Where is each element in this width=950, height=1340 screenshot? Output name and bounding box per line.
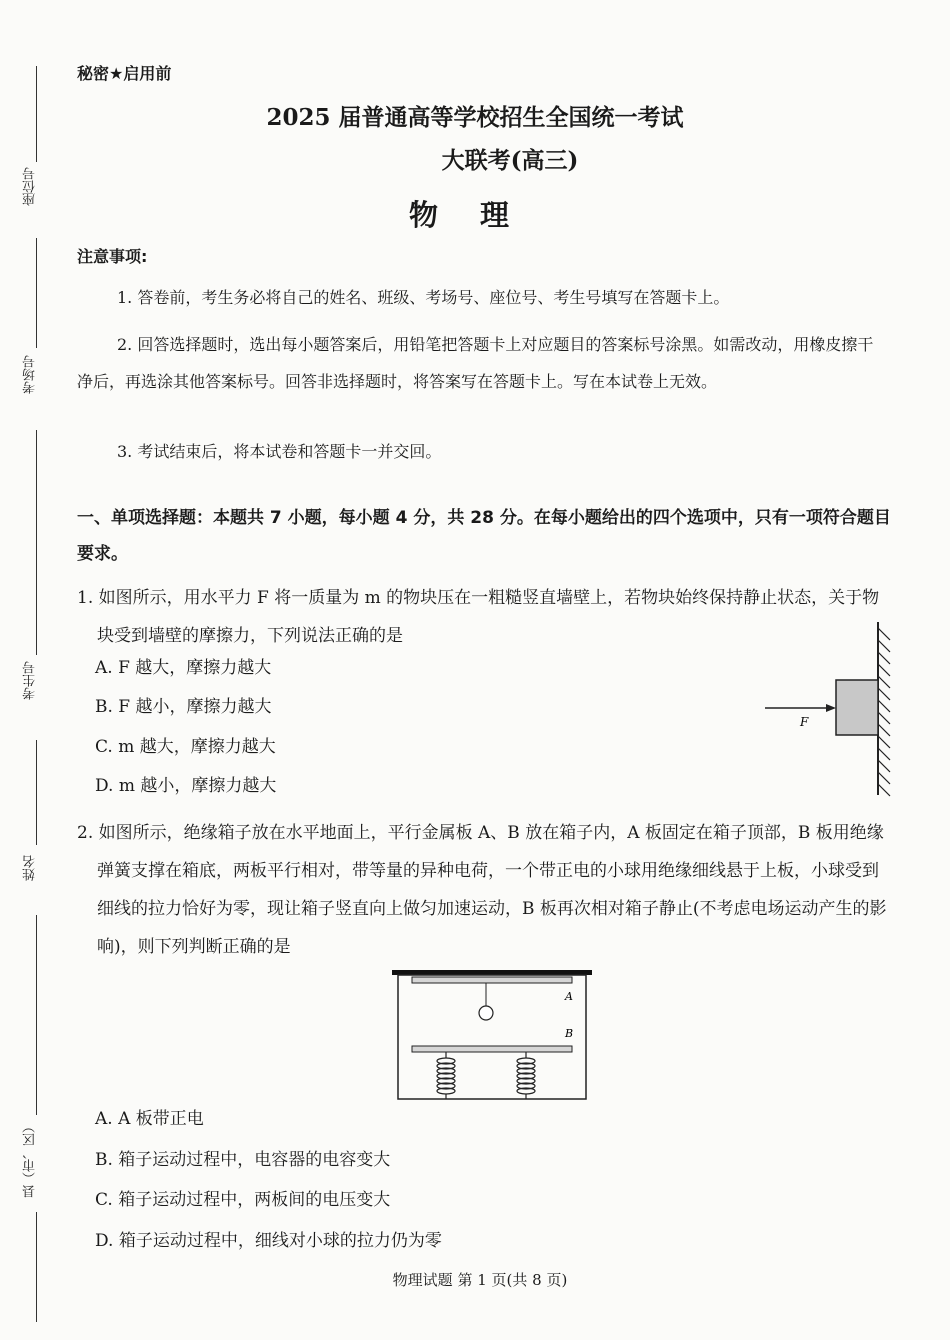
margin-line [36, 238, 37, 348]
page-footer: 物理试题 第 1 页(共 8 页) [392, 1271, 568, 1289]
notice-heading: 注意事项: [77, 247, 148, 266]
notice-item: 1. 答卷前，考生务必将自己的姓名、班级、考场号、座位号、考生号填写在答题卡上。 [117, 288, 730, 307]
margin-line [36, 915, 37, 1115]
section-heading-text: 一、单项选择题：本题共 7 小题，每小题 4 分，共 28 分。在每小题给出的四个选项中，只有一项符合题目要求。 [77, 508, 891, 564]
insulating-box [398, 975, 586, 1099]
question-2-option-a: A. A 板带正电 [95, 1109, 204, 1129]
plate-b-label: B [565, 1027, 574, 1040]
name-label: 姓名 [23, 855, 38, 881]
question-1-option-c: C. m 越大，摩擦力越大 [95, 737, 276, 757]
seat-number-label: 座位号 [23, 167, 38, 206]
student-id-label: 考生号 [23, 661, 38, 700]
spring-right [517, 1052, 535, 1099]
exam-room-label: 考场号 [23, 355, 38, 394]
subject-title: 物理 [408, 198, 551, 232]
force-label: F [800, 715, 809, 729]
question-1-figure [760, 620, 900, 800]
margin-line [36, 740, 37, 845]
question-2-text: 2. 如图所示，绝缘箱子放在水平地面上，平行金属板 A、B 放在箱子内，A 板固定在箱子顶部，B 板用绝缘弹簧支撑在箱底，两板平行相对，带等量的异种电荷，一个带正电的小球用绝缘细线悬于上板，小球受到细线的拉力恰好为零，现让箱子竖直向上做匀加速运动，B 板再次相对箱子静止(不考虑电场运动产生的影响)，则下列判断正确的是 [77, 823, 887, 957]
exam-title: 2025 届普通高等学校招生全国统一考试 [266, 104, 684, 131]
margin-line [36, 430, 37, 655]
confidential-mark: 秘密★启用前 [77, 64, 172, 83]
notice-item-text: 2. 回答选择题时，选出每小题答案后，用铅笔把答题卡上对应题目的答案标号涂黑。如需改动，用橡皮擦干净后，再选涂其他答案标号。回答非选择题时，将答案写在答题卡上。写在本试卷上无效。 [77, 335, 874, 391]
question-1-option-a: A. F 越大，摩擦力越大 [95, 658, 272, 678]
plate-a [412, 977, 572, 983]
question-1-option-d: D. m 越小，摩擦力越大 [95, 776, 277, 796]
question-2-option-d: D. 箱子运动过程中，细线对小球的拉力仍为零 [95, 1231, 442, 1251]
spring-left [437, 1052, 455, 1099]
arrow-head-icon [826, 704, 836, 712]
charged-ball [479, 1006, 493, 1020]
plate-a-label: A [565, 990, 573, 1003]
exam-subtitle: 大联考(高三) [441, 147, 579, 174]
question-2-option-c: C. 箱子运动过程中，两板间的电压变大 [95, 1190, 391, 1210]
question-1-text: 1. 如图所示，用水平力 F 将一质量为 m 的物块压在一粗糙竖直墙壁上，若物块始终保持静止状态，关于物块受到墙壁的摩擦力，下列说法正确的是 [77, 588, 880, 646]
question-2-figure [390, 968, 595, 1103]
section-heading [77, 500, 892, 572]
question-2-stem [77, 814, 892, 966]
notice-item [77, 326, 889, 400]
block [836, 680, 878, 735]
notice-item: 3. 考试结束后，将本试卷和答题卡一并交回。 [117, 442, 442, 461]
margin-line [36, 1212, 37, 1322]
wall-hatching [878, 628, 890, 796]
county-label: 县（市、区） [23, 1120, 38, 1198]
question-2-option-b: B. 箱子运动过程中，电容器的电容变大 [95, 1150, 391, 1170]
question-1-option-b: B. F 越小，摩擦力越大 [95, 697, 272, 717]
plate-b [412, 1046, 572, 1052]
